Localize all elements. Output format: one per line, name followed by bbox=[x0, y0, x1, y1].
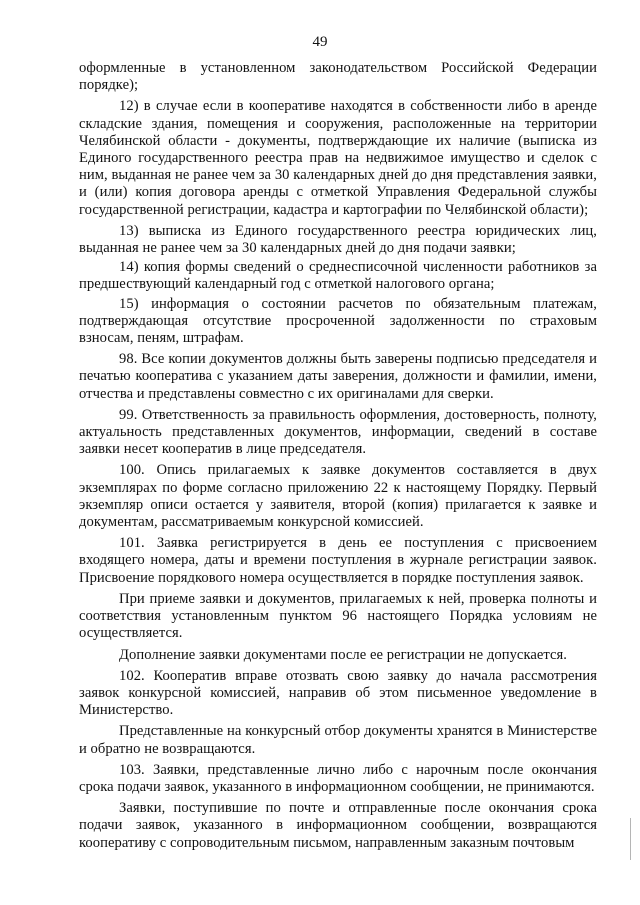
paragraph-101-acceptance: При приеме заявки и документов, прилагаемых к ней, проверка полноты и соответствия установленным пунктом 96 настоящего Порядка условиям не осуществляется. bbox=[79, 590, 597, 642]
paragraph-101: 101. Заявка регистрируется в день ее поступления с присвоением входящего номера, даты и времени поступления в журнале регистрации заявок. Присвоение порядкового номера осуществляется в порядке поступления заявок. bbox=[79, 535, 597, 586]
paragraph-100: 100. Опись прилагаемых к заявке документов составляется в двух экземплярах по форме согласно приложению 22 к настоящему Порядку. Первый экземпляр описи остается у заявителя, второй (копия) прилагается к заявке и документам, рассматриваемым конкурсной комиссией. bbox=[79, 462, 597, 531]
paragraph-98: 98. Все копии документов должны быть заверены подписью председателя и печатью кооператива с указанием даты заверения, должности и фамилии, имени, отчества и представлены совместно с их оригиналами для сверки. bbox=[79, 351, 597, 402]
paragraph-item-14: 14) копия формы сведений о среднесписочной численности работников за предшествующий календарный год с отметкой налогового органа; bbox=[79, 259, 597, 293]
page-number: 49 bbox=[312, 34, 328, 50]
paragraph-103-mail: Заявки, поступившие по почте и отправленные после окончания срока подачи заявок, указанного в информационном сообщении, возвращаются кооперативу с сопроводительным письмом, направленным заказным почтовым bbox=[79, 800, 597, 851]
paragraph-continuation: оформленные в установленном законодательством Российской Федерации порядке); bbox=[79, 60, 597, 94]
paragraph-item-15: 15) информация о состоянии расчетов по обязательным платежам, подтверждающая отсутствие просроченной задолженности по страховым взносам, пеням, штрафам. bbox=[79, 295, 597, 347]
paragraph-101-no-additions: Дополнение заявки документами после ее регистрации не допускается. bbox=[119, 646, 568, 663]
paragraph-102-storage: Представленные на конкурсный отбор документы хранятся в Министерстве и обратно не возвращаются. bbox=[79, 723, 597, 757]
scan-edge-mark bbox=[630, 818, 631, 860]
paragraph-102: 102. Кооператив вправе отозвать свою заявку до начала рассмотрения заявок конкурсной комиссией, направив об этом письменное уведомление в Министерство. bbox=[79, 667, 597, 719]
paragraph-item-13: 13) выписка из Единого государственного реестра юридических лиц, выданная не ранее чем за 30 календарных дней до дня подачи заявки; bbox=[79, 222, 597, 257]
document-body bbox=[79, 60, 597, 856]
paragraph-103: 103. Заявки, представленные лично либо с нарочным после окончания срока подачи заявок, указанного в информационном сообщении, не принимаются. bbox=[79, 761, 597, 795]
paragraph-99: 99. Ответственность за правильность оформления, достоверность, полноту, актуальность представленных документов, информации, сведений в составе заявки несет кооператив в лице председателя. bbox=[79, 406, 597, 458]
paragraph-item-12: 12) в случае если в кооперативе находятся в собственности либо в аренде складские здания, помещения и сооружения, расположенные на территории Челябинской области - документы, подтверждающие их наличие (выписка из Единого государственного реестра прав на недвижимое имущество и сделок с ним, выданная не ранее чем за 30 календарных дней до дня представления заявки, и (или) копия договора аренды с отметкой Управления Федеральной службы государственной регистрации, кадастра и картографии по Челябинской области); bbox=[79, 98, 597, 218]
